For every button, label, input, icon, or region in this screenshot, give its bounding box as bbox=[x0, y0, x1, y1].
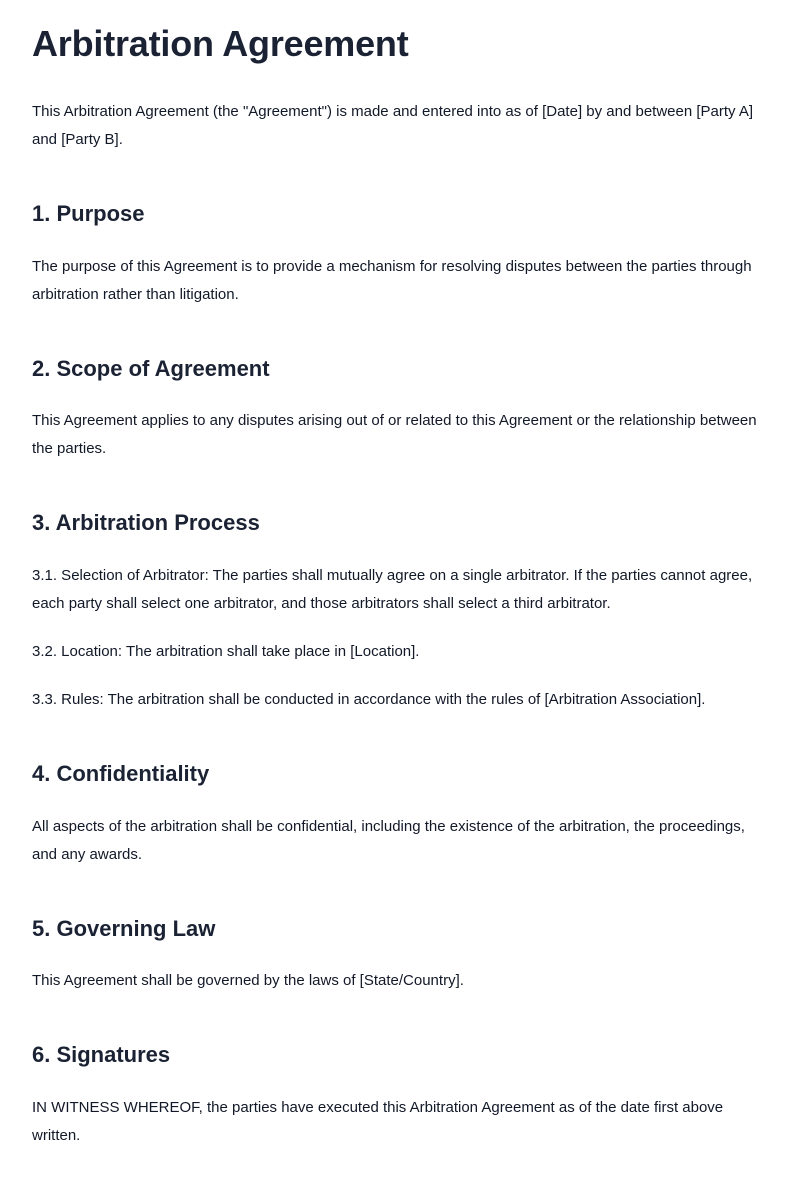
intro-paragraph: This Arbitration Agreement (the "Agreement") is made and entered into as of [Date] by and between [Party A] and [Party B]. bbox=[32, 103, 754, 149]
section-paragraph: 3.3. Rules: The arbitration shall be conducted in accordance with the rules of [Arbitration Association]. bbox=[32, 690, 706, 708]
section-paragraph: This Agreement shall be governed by the laws of [State/Country]. bbox=[32, 972, 464, 990]
section-heading: 2. Scope of Agreement bbox=[32, 355, 270, 381]
section-heading: 1. Purpose bbox=[32, 201, 145, 227]
section-arbitration-process bbox=[32, 509, 768, 714]
section-paragraph: 3.1. Selection of Arbitrator: The parties shall mutually agree on a single arbitrator. If the parties cannot agree, each party shall select one arbitrator, and those arbitrators shall select a third arbitrator. bbox=[32, 566, 753, 612]
document-title: Arbitration Agreement bbox=[32, 23, 409, 64]
section-confidentiality bbox=[32, 760, 768, 869]
section-paragraph: The purpose of this Agreement is to provide a mechanism for resolving disputes between the parties through arbitration rather than litigation. bbox=[32, 257, 752, 303]
section-heading: 3. Arbitration Process bbox=[32, 510, 260, 536]
section-paragraph: All aspects of the arbitration shall be confidential, including the existence of the arbitration, the proceedings, and any awards. bbox=[32, 817, 745, 863]
section-heading: 5. Governing Law bbox=[32, 915, 216, 941]
section-governing-law bbox=[32, 915, 768, 996]
section-signatures bbox=[32, 1041, 768, 1150]
section-heading: 4. Confidentiality bbox=[32, 760, 210, 786]
section-paragraph: IN WITNESS WHEREOF, the parties have executed this Arbitration Agreement as of the date first above written. bbox=[32, 1098, 724, 1144]
section-paragraph: 3.2. Location: The arbitration shall take place in [Location]. bbox=[32, 642, 420, 660]
section-scope bbox=[32, 355, 768, 464]
section-heading: 6. Signatures bbox=[32, 1042, 171, 1068]
section-paragraph: This Agreement applies to any disputes arising out of or related to this Agreement or the relationship between the parties. bbox=[32, 412, 757, 458]
section-purpose bbox=[32, 200, 768, 309]
